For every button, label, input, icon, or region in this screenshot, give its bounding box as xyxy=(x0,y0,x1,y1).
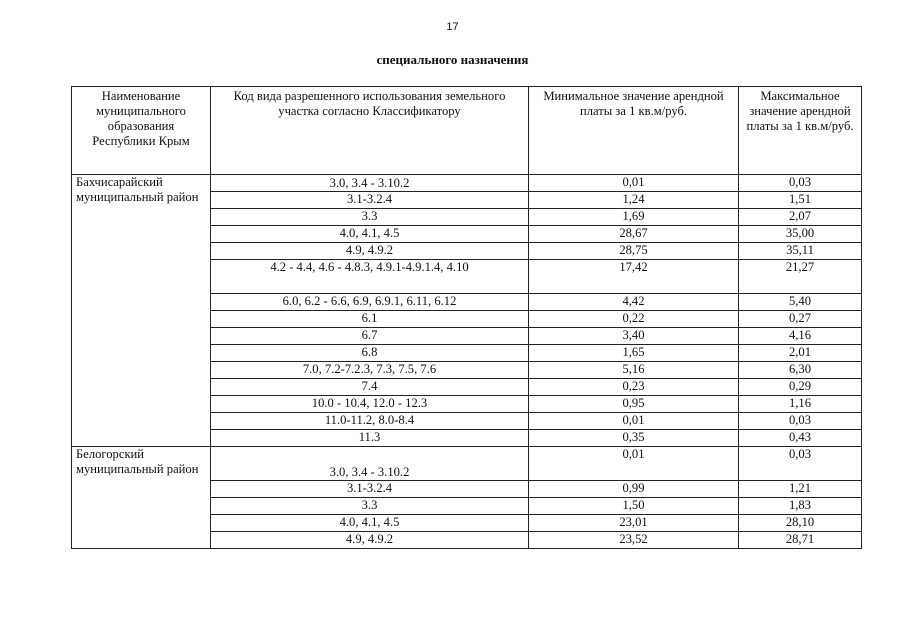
max-rent-cell: 21,27 xyxy=(739,260,862,294)
header-min-rent: Минимальное значение арендной платы за 1 кв.м/руб. xyxy=(529,87,739,175)
land-use-code-cell: 6.1 xyxy=(211,311,529,328)
max-rent-cell: 1,51 xyxy=(739,192,862,209)
header-land-use-code: Код вида разрешенного использования земельного участка согласно Классификатору xyxy=(211,87,529,175)
max-rent-cell: 1,16 xyxy=(739,396,862,413)
min-rent-cell: 0,01 xyxy=(529,413,739,430)
land-use-code-cell: 3.0, 3.4 - 3.10.2 xyxy=(211,175,529,192)
land-use-code-cell: 4.2 - 4.4, 4.6 - 4.8.3, 4.9.1-4.9.1.4, 4.10 xyxy=(211,260,529,294)
max-rent-cell: 28,71 xyxy=(739,532,862,549)
max-rent-cell: 0,03 xyxy=(739,447,862,481)
table-row xyxy=(72,447,862,481)
min-rent-cell: 4,42 xyxy=(529,294,739,311)
max-rent-cell: 0,03 xyxy=(739,175,862,192)
max-rent-cell: 0,29 xyxy=(739,379,862,396)
land-use-code-cell: 4.0, 4.1, 4.5 xyxy=(211,515,529,532)
max-rent-cell: 0,43 xyxy=(739,430,862,447)
min-rent-cell: 28,75 xyxy=(529,243,739,260)
land-use-code-cell: 11.3 xyxy=(211,430,529,447)
min-rent-cell: 0,95 xyxy=(529,396,739,413)
min-rent-cell: 28,67 xyxy=(529,226,739,243)
max-rent-cell: 2,01 xyxy=(739,345,862,362)
land-use-code-cell: 3.3 xyxy=(211,209,529,226)
max-rent-cell: 2,07 xyxy=(739,209,862,226)
table-header-row xyxy=(72,87,862,175)
land-use-code-cell: 7.4 xyxy=(211,379,529,396)
min-rent-cell: 17,42 xyxy=(529,260,739,294)
municipality-name: Бахчисарайский муниципальный район xyxy=(72,175,211,447)
max-rent-cell: 5,40 xyxy=(739,294,862,311)
land-use-code-cell: 3.1-3.2.4 xyxy=(211,481,529,498)
header-max-rent: Максимальное значение арендной платы за 1 кв.м/руб. xyxy=(739,87,862,175)
section-heading: специального назначения xyxy=(376,52,529,67)
max-rent-cell: 0,27 xyxy=(739,311,862,328)
max-rent-cell: 28,10 xyxy=(739,515,862,532)
max-rent-cell: 6,30 xyxy=(739,362,862,379)
min-rent-cell: 5,16 xyxy=(529,362,739,379)
min-rent-cell: 23,01 xyxy=(529,515,739,532)
table-row xyxy=(72,175,862,192)
page-number: 17 xyxy=(446,21,459,33)
land-use-code-cell: 3.0, 3.4 - 3.10.2 xyxy=(211,447,529,481)
min-rent-cell: 1,69 xyxy=(529,209,739,226)
min-rent-cell: 0,01 xyxy=(529,175,739,192)
land-use-code-cell: 4.9, 4.9.2 xyxy=(211,532,529,549)
min-rent-cell: 1,24 xyxy=(529,192,739,209)
land-use-code-cell: 3.1-3.2.4 xyxy=(211,192,529,209)
rent-rates-table xyxy=(71,86,862,549)
min-rent-cell: 0,23 xyxy=(529,379,739,396)
land-use-code-cell: 6.0, 6.2 - 6.6, 6.9, 6.9.1, 6.11, 6.12 xyxy=(211,294,529,311)
min-rent-cell: 0,22 xyxy=(529,311,739,328)
max-rent-cell: 35,11 xyxy=(739,243,862,260)
min-rent-cell: 0,01 xyxy=(529,447,739,481)
max-rent-cell: 4,16 xyxy=(739,328,862,345)
land-use-code-cell: 4.9, 4.9.2 xyxy=(211,243,529,260)
min-rent-cell: 3,40 xyxy=(529,328,739,345)
min-rent-cell: 23,52 xyxy=(529,532,739,549)
max-rent-cell: 35,00 xyxy=(739,226,862,243)
min-rent-cell: 1,50 xyxy=(529,498,739,515)
min-rent-cell: 0,35 xyxy=(529,430,739,447)
max-rent-cell: 1,21 xyxy=(739,481,862,498)
land-use-code-cell: 4.0, 4.1, 4.5 xyxy=(211,226,529,243)
land-use-code-cell: 7.0, 7.2-7.2.3, 7.3, 7.5, 7.6 xyxy=(211,362,529,379)
land-use-code-cell: 3.3 xyxy=(211,498,529,515)
municipality-name: Белогорский муниципальный район xyxy=(72,447,211,549)
land-use-code-cell: 10.0 - 10.4, 12.0 - 12.3 xyxy=(211,396,529,413)
header-municipality: Наименование муниципального образования Республики Крым xyxy=(72,87,211,175)
land-use-code-cell: 11.0-11.2, 8.0-8.4 xyxy=(211,413,529,430)
max-rent-cell: 1,83 xyxy=(739,498,862,515)
min-rent-cell: 0,99 xyxy=(529,481,739,498)
max-rent-cell: 0,03 xyxy=(739,413,862,430)
min-rent-cell: 1,65 xyxy=(529,345,739,362)
land-use-code-cell: 6.7 xyxy=(211,328,529,345)
land-use-code-cell: 6.8 xyxy=(211,345,529,362)
